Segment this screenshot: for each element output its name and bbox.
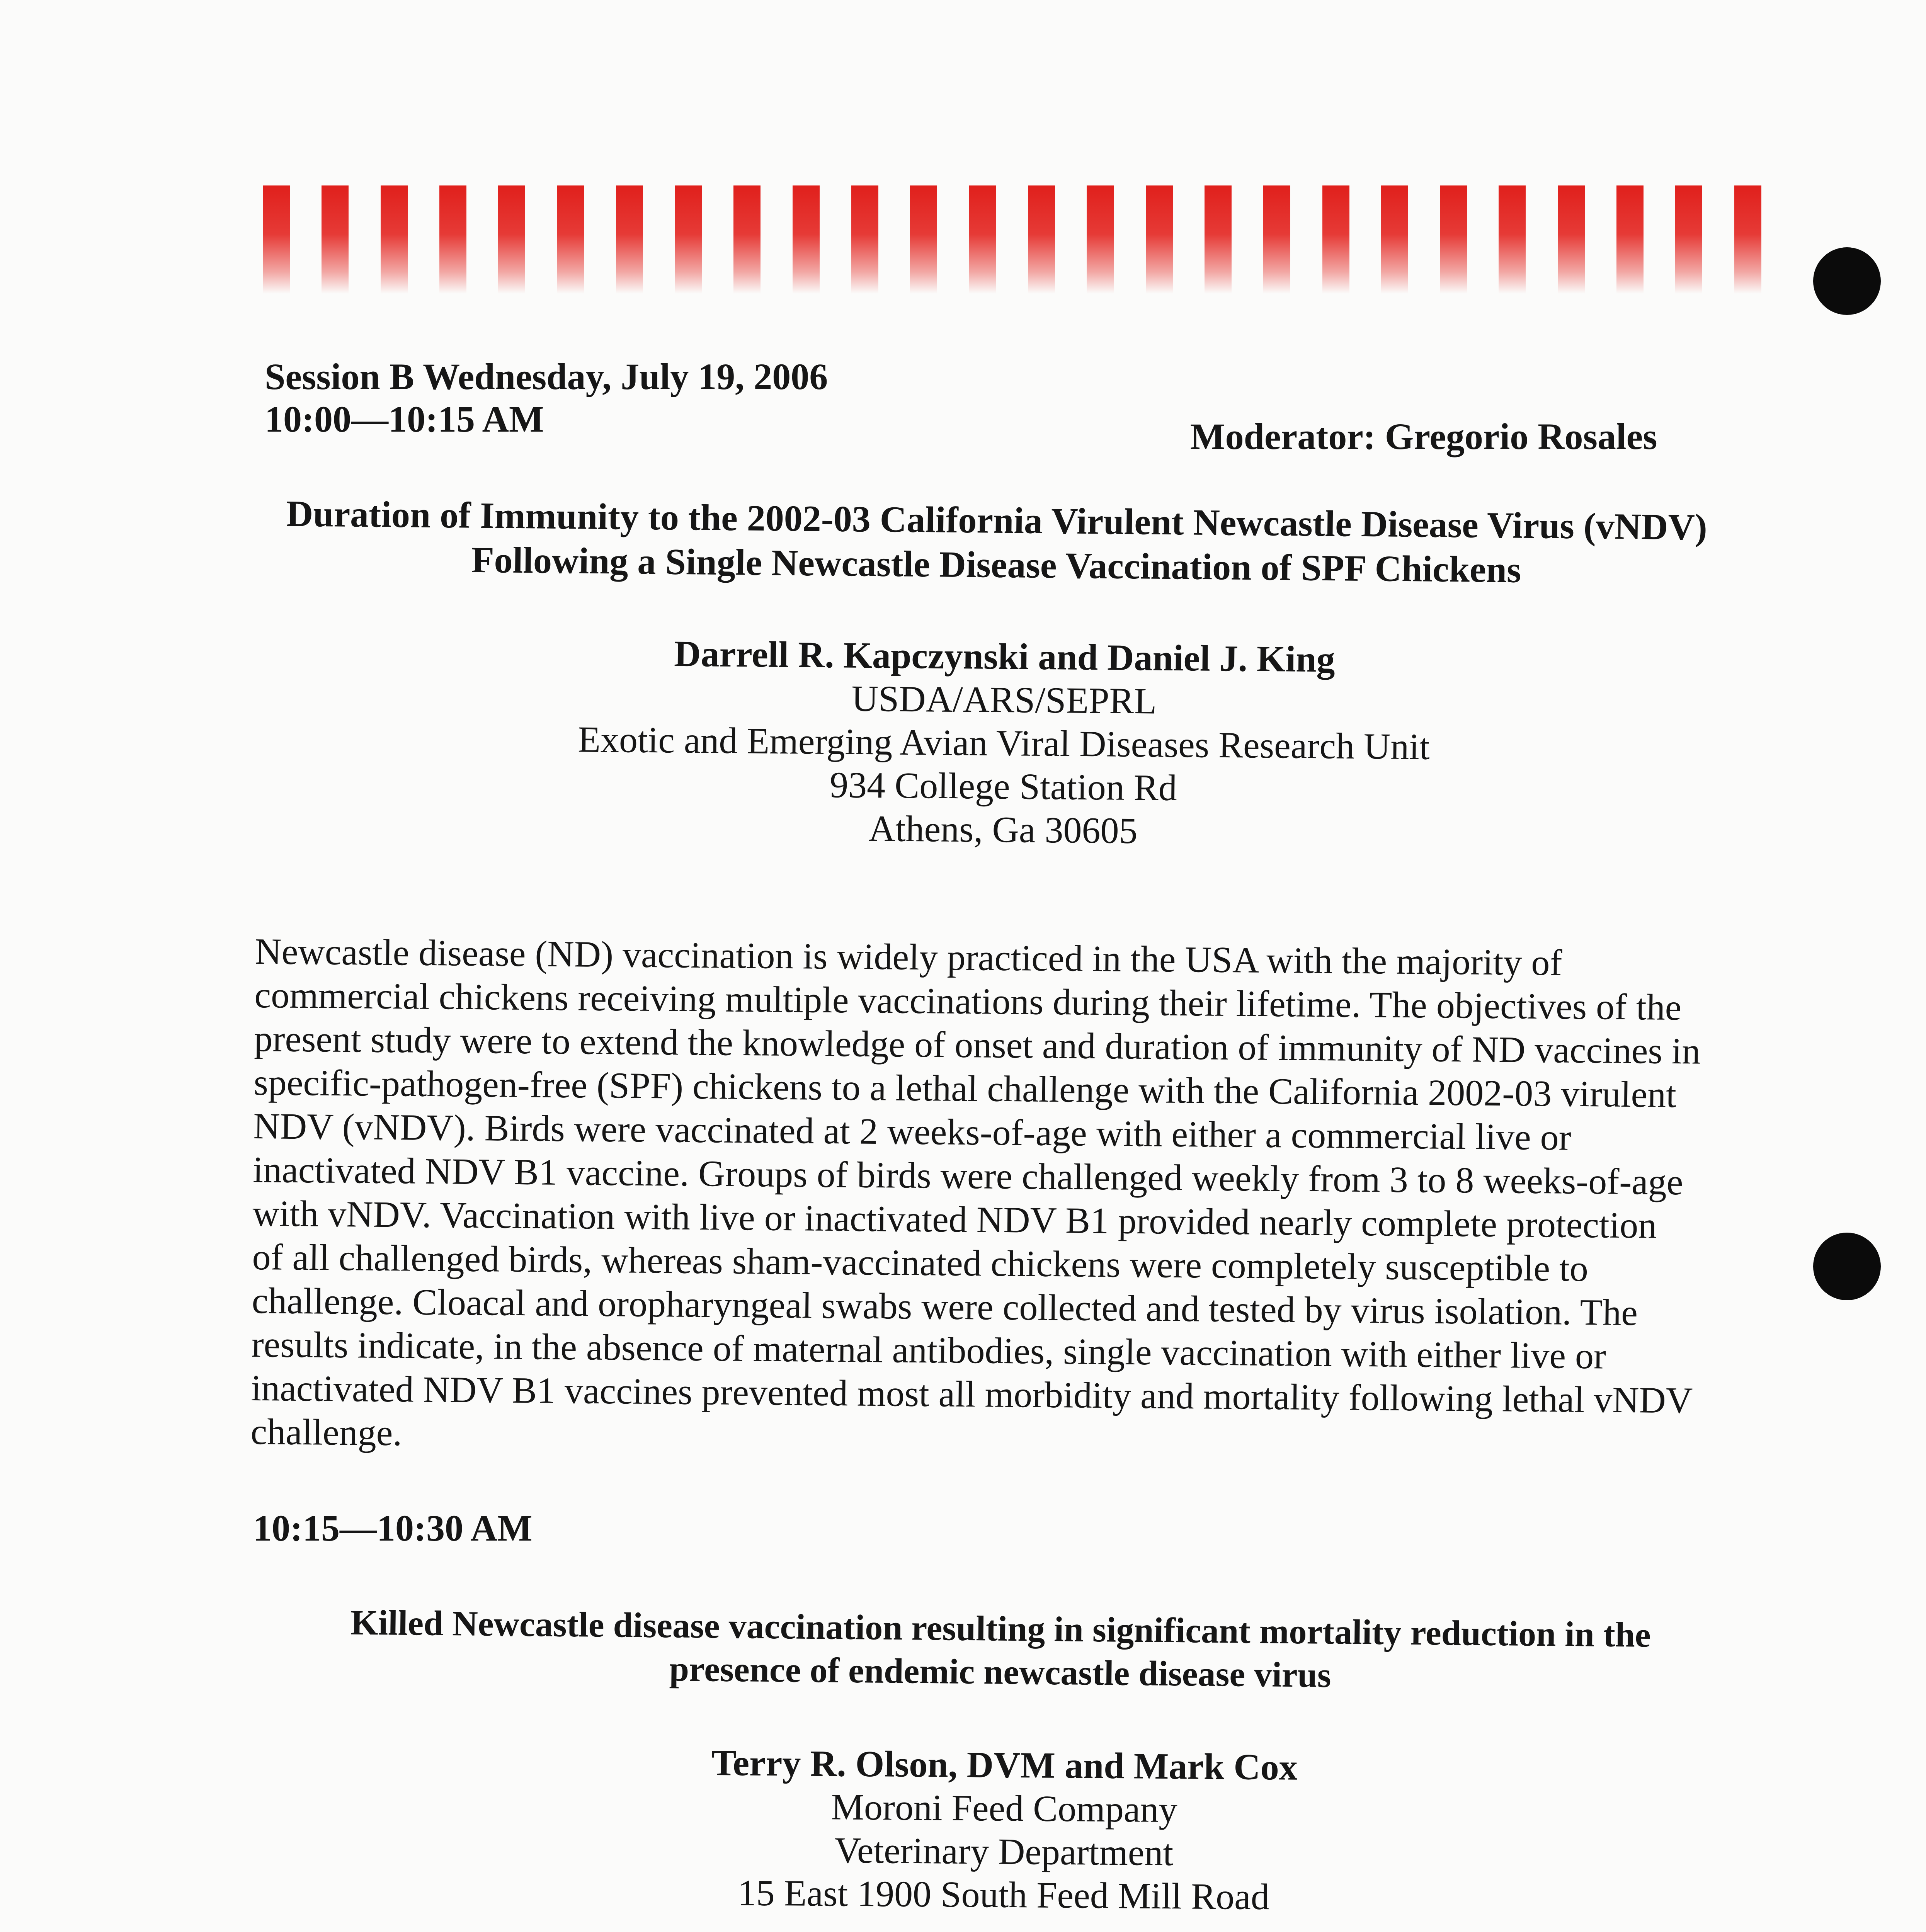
talk2-title-line2: presence of endemic newcastle disease virus (669, 1649, 1332, 1695)
band-dash (733, 185, 761, 294)
abstract-line: challenge. Cloacal and oropharyngeal swabs were collected and tested by virus isolation. The (252, 1279, 1638, 1333)
abstract-line: with vNDV. Vaccination with live or inactivated NDV B1 provided nearly complete protection (252, 1192, 1657, 1246)
talk2-affiliation-line: 15 East 1900 South Feed Mill Road (737, 1872, 1270, 1918)
talk2-title-line1: Killed Newcastle disease vaccination resulting in significant mortality reduction in the (350, 1602, 1651, 1655)
band-dash (498, 185, 525, 294)
band-dash (1028, 185, 1055, 294)
talk1-title (239, 491, 1754, 594)
abstract-line: NDV (vNDV). Birds were vaccinated at 2 weeks-of-age with either a commercial live or (253, 1105, 1572, 1158)
talk1-byline (423, 630, 1584, 856)
abstract-line: commercial chickens receiving multiple vaccinations during their lifetime. The objectives of the (254, 974, 1682, 1028)
abstract-line: results indicate, in the absence of maternal antibodies, single vaccination with either live or (251, 1323, 1606, 1377)
talk2-affiliation-line: Veterinary Department (834, 1829, 1174, 1874)
band-dash (1087, 185, 1114, 294)
talk1-abstract (250, 929, 1701, 1466)
band-dash (322, 185, 349, 294)
session-date: Session B Wednesday, July 19, 2006 (265, 356, 828, 397)
session-header (265, 355, 828, 440)
band-dash (1440, 185, 1467, 294)
talk1-authors: Darrell R. Kapczynski and Daniel J. King (674, 633, 1336, 680)
talk1-title-line2: Following a Single Newcastle Disease Vaccination of SPF Chickens (471, 539, 1521, 590)
abstract-line: Newcastle disease (ND) vaccination is widely practiced in the USA with the majority of (255, 930, 1562, 983)
talk2-byline (424, 1739, 1584, 1921)
band-dash (263, 185, 290, 294)
band-dash (557, 185, 584, 294)
band-dash (616, 185, 643, 294)
band-dash (1381, 185, 1408, 294)
abstract-line: challenge. (250, 1410, 402, 1454)
band-dash (851, 185, 878, 294)
band-dash (1205, 185, 1232, 294)
band-dash (1734, 185, 1761, 294)
band-dash (910, 185, 937, 294)
talk1-affiliation-line: Athens, Ga 30605 (868, 808, 1138, 852)
band-dash (1322, 185, 1349, 294)
punch-hole-top (1813, 247, 1881, 315)
talk1-title-line1: Duration of Immunity to the 2002-03 California Virulent Newcastle Disease Virus (vNDV) (286, 493, 1708, 548)
abstract-line: of all challenged birds, whereas sham-vaccinated chickens were completely susceptible to (252, 1236, 1589, 1289)
band-dash (1675, 185, 1702, 294)
header-decorative-band (263, 185, 1793, 294)
session-time-slot-1: 10:00—10:15 AM (265, 398, 544, 440)
band-dash (439, 185, 466, 294)
band-dash (675, 185, 702, 294)
talk1-affiliation-line: Exotic and Emerging Avian Viral Diseases Research Unit (577, 718, 1430, 767)
abstract-line: inactivated NDV B1 vaccines prevented most all morbidity and mortality following lethal vNDV (251, 1367, 1693, 1421)
punch-hole-middle (1813, 1233, 1881, 1300)
band-dash (1558, 185, 1585, 294)
band-dash (381, 185, 408, 294)
abstract-line: specific-pathogen-free (SPF) chickens to a lethal challenge with the California 2002-03 virulent (254, 1061, 1677, 1116)
band-dash (1146, 185, 1173, 294)
band-dash (1616, 185, 1644, 294)
abstract-line: present study were to extend the knowledge of onset and duration of immunity of ND vaccines in (254, 1017, 1701, 1072)
band-dash (1263, 185, 1290, 294)
talk2-authors: Terry R. Olson, DVM and Mark Cox (711, 1742, 1298, 1788)
talk1-affiliation-line: USDA/ARS/SEPRL (851, 677, 1157, 722)
moderator-label: Moderator: Gregorio Rosales (1190, 416, 1657, 457)
talk2-affiliation-line: Moroni Feed Company (831, 1786, 1177, 1830)
talk2-title (247, 1600, 1754, 1701)
band-dash (1499, 185, 1526, 294)
band-dash (969, 185, 996, 294)
band-dash (793, 185, 820, 294)
session-time-slot-2: 10:15—10:30 AM (253, 1507, 533, 1549)
abstract-line: inactivated NDV B1 vaccine. Groups of birds were challenged weekly from 3 to 8 weeks-of-age (253, 1148, 1683, 1203)
talk1-affiliation-line: 934 College Station Rd (829, 764, 1177, 808)
